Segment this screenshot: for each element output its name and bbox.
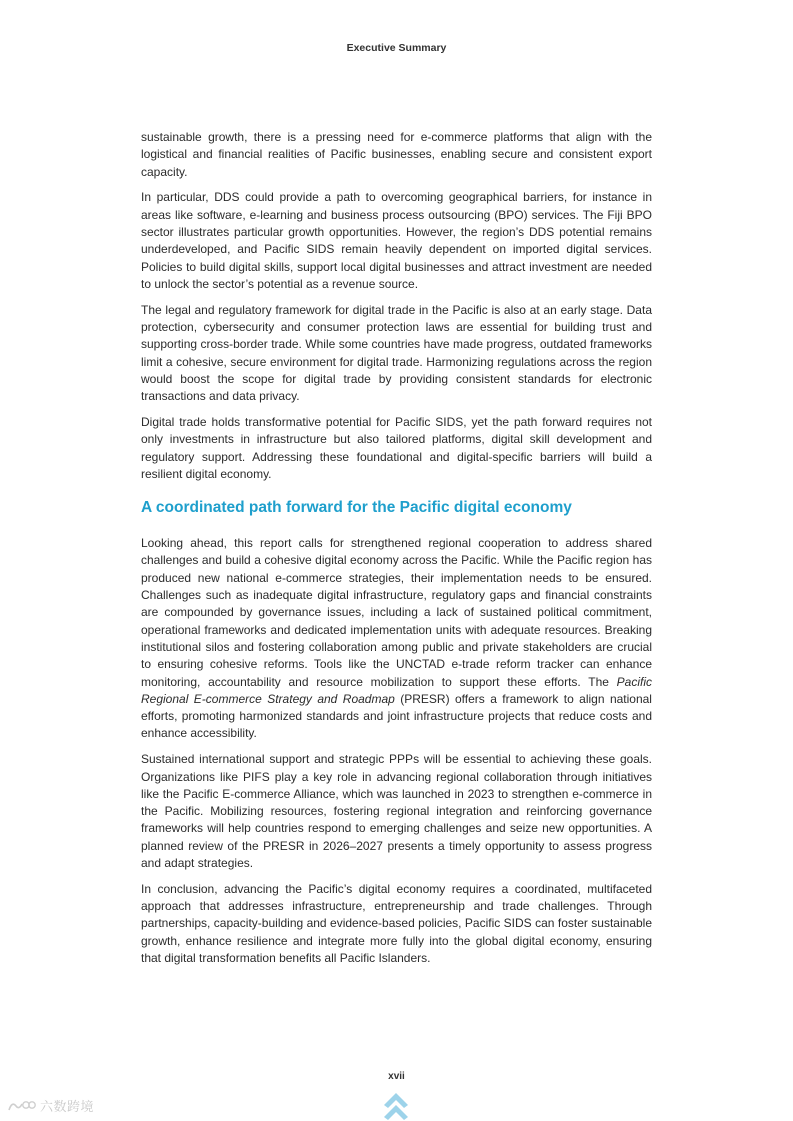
section-paragraph-3: In conclusion, advancing the Pacific’s digital economy requires a coordinated, multifaceted approach that addresses infrastructure, entrepreneurship and trade challenges. Through partnerships, capacity-building and evidence-based policies, Pacific SIDS can foster sustainable growth, enhance resilience and integrate more fully into the global digital economy, ensuring that digital transformation benefits all Pacific Islanders.	[141, 881, 652, 965]
report-title-italic: Pacific Regional E-commerce Strategy and Roadmap	[141, 674, 652, 706]
running-header: Executive Summary	[346, 42, 447, 54]
paragraph-3: The legal and regulatory framework for digital trade in the Pacific is also at an early stage. Data protection, cybersecurity and consumer protection laws are essential for building trust and supporting cross-border trade. While some countries have made progress, outdated frameworks limit a cohesive, secure environment for digital trade. Harmonizing regulations across the region would boost the scope for digital trade by providing consistent standards for electronic transactions and data privacy.	[141, 302, 652, 404]
section-paragraph-1-part-a: Looking ahead, this report calls for strengthened regional cooperation to address shared challenges and build a cohesive digital economy across the Pacific. While the Pacific region has produced new national e-commerce strategies, their implementation needs to be ensured. Challenges such as inadequate digital infrastructure, regulatory gaps and financial constraints are compounded by governance issues, including a lack of sustained political commitment, operational frameworks and dedicated implementation units with adequate resources. Breaking institutional silos and fostering collaboration among public and private stakeholders are crucial to ensuring cohesive reforms. Tools like the UNCTAD e-trade reform tracker can enhance monitoring, accountability and resource mobilization to support these efforts. The	[141, 536, 652, 689]
section-paragraph-2: Sustained international support and strategic PPPs will be essential to achieving these goals. Organizations like PIFS play a key role in advancing regional collaboration through initiatives like the Pacific E-commerce Alliance, which was launched in 2023 to strengthen e-commerce in the Pacific. Mobilizing resources, fostering regional integration and reinforcing governance frameworks will help countries respond to emerging challenges and seize new opportunities. A planned review of the PRESR in 2026–2027 presents a timely opportunity to assess progress and adapt strategies.	[141, 752, 652, 870]
double-chevron-up-icon	[382, 1090, 410, 1121]
paragraph-2: In particular, DDS could provide a path to overcoming geographical barriers, for instance in areas like software, e-learning and business process outsourcing (BPO) services. The Fiji BPO sector illustrates particular growth opportunities. However, the region’s DDS potential remains underdeveloped, and Pacific SIDS remain heavily dependent on imported digital services. Policies to build digital skills, support local digital businesses and attract investment are needed to unlock the sector’s potential as a revenue source.	[141, 190, 652, 291]
watermark-text: 六数跨境	[40, 1099, 95, 1114]
watermark	[6, 1096, 94, 1115]
paragraph-1: sustainable growth, there is a pressing need for e-commerce platforms that align with the logistical and financial realities of Pacific businesses, enabling secure and consistent export capacity.	[141, 130, 652, 179]
section-paragraph-1-part-b: (PRESR) offers a framework to align national efforts, promoting harmonized standards and joint infrastructure projects that reduce costs and enhance accessibility.	[141, 691, 652, 741]
paragraph-4: Digital trade holds transformative potential for Pacific SIDS, yet the path forward requires not only investments in infrastructure but also tailored platforms, digital skill development and regulatory support. Addressing these foundational and digital-specific barriers will build a resilient digital economy.	[141, 414, 652, 481]
watermark-logo-icon	[6, 1098, 36, 1114]
page-number: xvii	[388, 1071, 405, 1082]
section-heading: A coordinated path forward for the Pacific digital economy	[141, 499, 572, 517]
section-paragraph-1	[141, 535, 652, 743]
main-content	[141, 129, 652, 976]
